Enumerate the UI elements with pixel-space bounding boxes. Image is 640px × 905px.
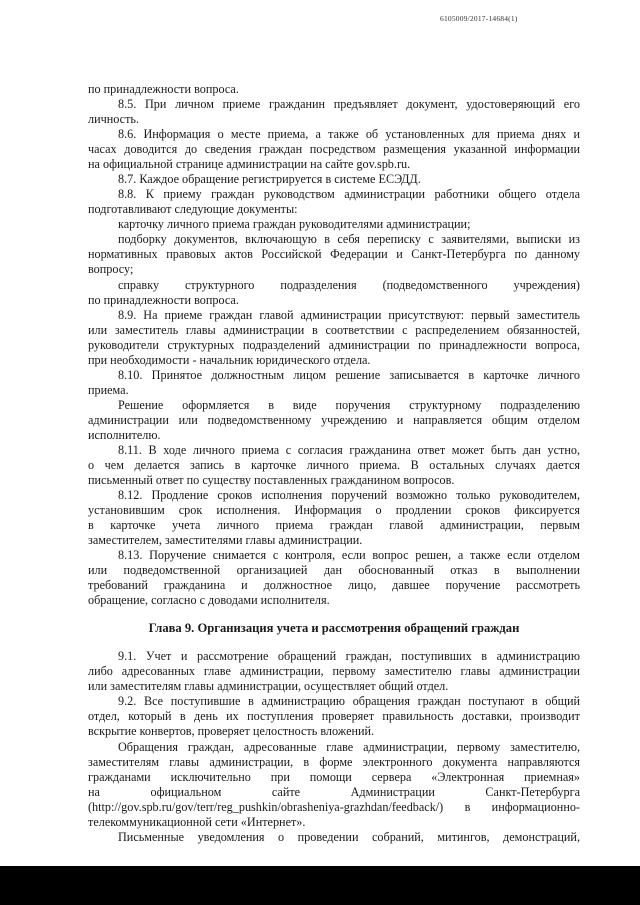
text-line: 8.11. В ходе личного приема с согласия гражданина ответ может быть дан устно, xyxy=(118,443,580,457)
text-line: справку структурного подразделения (подведомственного учреждения) xyxy=(118,278,580,292)
text-line: отдел, который в день их поступления проверяет правильность доставки, производит xyxy=(88,709,580,723)
text-line: или заместителям главы администрации, осуществляет общий отдел. xyxy=(88,679,449,693)
text-line: 9.1. Учет и рассмотрение обращений граждан, поступивших в администрацию xyxy=(118,649,580,663)
text-line: (http://gov.spb.ru/gov/terr/reg_pushkin/obrasheniya-grazhdan/feedback/) в информационно- xyxy=(88,800,580,814)
text-line: Решение оформляется в виде поручения структурному подразделению xyxy=(118,398,580,412)
text-line: 8.13. Поручение снимается с контроля, если вопрос решен, а также если отделом xyxy=(118,548,580,562)
text-line: карточку личного приема граждан руководителями администрации; xyxy=(118,217,471,231)
text-line: или подведомственной организацией дан обоснованный отказ в выполнении xyxy=(88,563,580,577)
text-line: Обращения граждан, адресованные главе администрации, первому заместителю, xyxy=(118,740,580,754)
text-line: нормативных правовых актов Российской Федерации и Санкт-Петербурга по данному xyxy=(88,247,580,261)
text-line: 8.7. Каждое обращение регистрируется в системе ЕСЭДД. xyxy=(118,172,421,186)
text-line: подборку документов, включающую в себя переписку с заявителями, выписки из xyxy=(118,232,580,246)
text-line: обращение, согласно с доводами исполнителя. xyxy=(88,593,330,607)
text-line: подготавливают следующие документы: xyxy=(88,202,298,216)
scan-bottom-border xyxy=(0,866,640,905)
text-line: по принадлежности вопроса. xyxy=(88,82,239,96)
text-line: 8.6. Информация о месте приема, а также об установленных для приема днях и xyxy=(118,127,580,141)
text-line: 8.12. Продление сроков исполнения поручений возможно только руководителем, xyxy=(118,488,580,502)
text-line: 8.8. К приему граждан руководством администрации работники общего отдела xyxy=(118,187,580,201)
text-line: установившим срок исполнения. Информация о продлении сроков фиксируется xyxy=(88,503,580,517)
text-line: 8.10. Принятое должностным лицом решение записывается в карточке личного xyxy=(118,368,580,382)
text-line: телекоммуникационной сети «Интернет». xyxy=(88,815,306,829)
text-line: личность. xyxy=(88,112,139,126)
text-line: гражданами исключительно при помощи сервера «Электронная приемная» xyxy=(88,770,580,784)
text-line: при необходимости - начальник юридического отдела. xyxy=(88,353,371,367)
text-line: 8.9. На приеме граждан главой администрации присутствуют: первый заместитель xyxy=(118,308,580,322)
text-line: исполнителю. xyxy=(88,428,161,442)
text-line: приема. xyxy=(88,383,129,397)
text-line: заместителем, заместителями главы администрации. xyxy=(88,533,363,547)
text-line: администрации или подведомственному учреждению и направляется общим отделом xyxy=(88,413,580,427)
text-line: на официальном сайте Администрации Санкт-Петербурга xyxy=(88,785,580,799)
text-line: вскрытие конвертов, проверяет целостность вложений. xyxy=(88,724,375,738)
text-line: вопросу; xyxy=(88,262,134,276)
text-line: руководители структурных подразделений администрации по принадлежности вопроса, xyxy=(88,338,580,352)
text-line: либо адресованных главе администрации, первому заместителю главы администрации xyxy=(88,664,580,678)
text-line: о чем делается запись в карточке личного приема. В остальных случаях дается xyxy=(88,458,580,472)
text-line: часах доводится до сведения граждан посредством размещения указанной информации xyxy=(88,142,580,156)
text-line: 9.2. Все поступившие в администрацию обращения граждан поступают в общий xyxy=(118,694,580,708)
text-line: 8.5. При личном приеме гражданин предъявляет документ, удостоверяющий его xyxy=(118,97,580,111)
text-line: письменный ответ по существу поставленных гражданином вопросов. xyxy=(88,473,455,487)
document-id: 6105009/2017-14684(1) xyxy=(440,14,518,23)
chapter-heading: Глава 9. Организация учета и рассмотрения обращений граждан xyxy=(148,621,520,635)
text-line: или заместитель главы администрации в соответствии с распределением обязанностей, xyxy=(88,323,580,337)
text-line: требований гражданина и должностное лицо, давшее поручение рассмотреть xyxy=(88,578,580,592)
text-line: в карточке учета личного приема граждан главой администрации, первым xyxy=(88,518,580,532)
text-line: на официальной странице администрации на сайте gov.spb.ru. xyxy=(88,157,411,171)
text-line: по принадлежности вопроса. xyxy=(88,293,239,307)
text-line: Письменные уведомления о проведении собраний, митингов, демонстраций, xyxy=(118,830,580,844)
text-line: заместителям главы администрации, в форме электронного документа направляются xyxy=(88,755,580,769)
